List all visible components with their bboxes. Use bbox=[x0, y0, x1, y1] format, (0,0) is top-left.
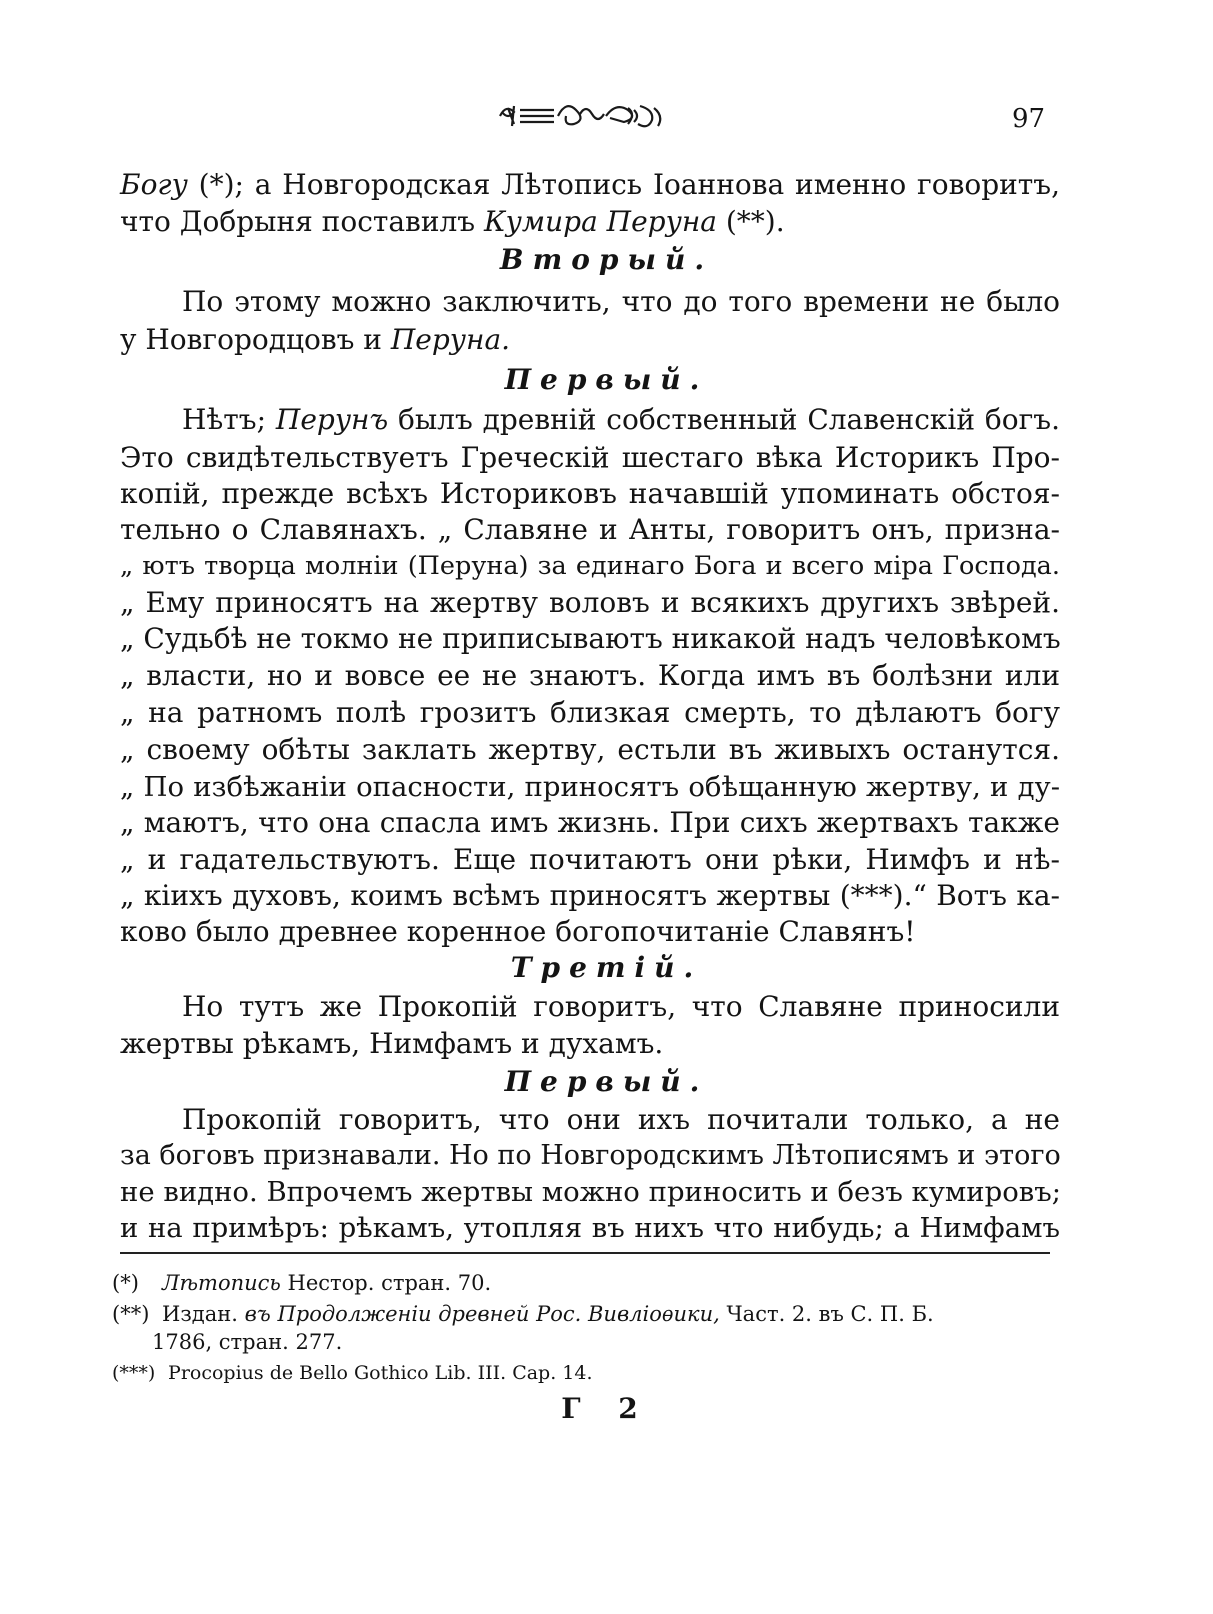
footnote-marker: (*) bbox=[112, 1271, 139, 1295]
text-line: тельно о Славянахъ. „ Славяне и Анты, говоритъ онъ, призна- bbox=[120, 513, 1060, 546]
footnote-item bbox=[112, 1299, 1062, 1329]
text-line bbox=[120, 202, 1060, 242]
text-line: копій, прежде всѣхъ Историковъ начавшій упоминать обстоя- bbox=[120, 477, 1060, 510]
text-fragment: Нестор. стран. 70. bbox=[280, 1271, 492, 1295]
text-fragment: что Добрыня поставилъ bbox=[120, 205, 484, 238]
text-line: „ на ратномъ полѣ грозитъ близкая смерть, то дѣлаютъ богу bbox=[120, 696, 1060, 729]
text-fragment: въ Продолженіи древней Рос. Вивліоѳики, bbox=[244, 1302, 720, 1326]
text-fragment: Издан. bbox=[162, 1302, 245, 1326]
speaker-heading: Вторый. bbox=[499, 243, 714, 276]
footnote-item bbox=[112, 1268, 1062, 1298]
footnote-divider bbox=[120, 1252, 1050, 1254]
speaker-heading: Третій. bbox=[510, 951, 703, 984]
text-line bbox=[182, 400, 1060, 440]
text-line: „ своему обѣты заклать жертву, естьли въ живыхъ останутся. bbox=[120, 733, 1060, 766]
text-line: Но тутъ же Прокопій говоритъ, что Славяне приносили bbox=[182, 990, 1060, 1023]
speaker-heading: Первый. bbox=[504, 363, 709, 396]
text-line: за боговъ признавали. Но по Новгородскимъ Лѣтописямъ и этого bbox=[120, 1140, 1061, 1171]
page-number: 97 bbox=[1012, 104, 1046, 134]
text-line: „ и гадательствуютъ. Еще почитаютъ они рѣки, Нимфъ и нѣ- bbox=[120, 843, 1060, 876]
text-fragment: былъ древній собственный Славенскій богъ. bbox=[388, 403, 1060, 436]
text-line: „ кіихъ духовъ, коимъ всѣмъ приносятъ жертвы (***).“ Вотъ ка- bbox=[120, 879, 1060, 912]
text-fragment: (**). bbox=[716, 205, 785, 238]
text-line bbox=[120, 165, 1060, 205]
footnote-item bbox=[112, 1358, 1062, 1388]
text-fragment: Нѣтъ; bbox=[182, 403, 276, 436]
text-line: жертвы рѣкамъ, Нимфамъ и духамъ. bbox=[120, 1027, 664, 1060]
text-line: „ ютъ творца молніи (Перуна) за единаго Бога и всего міра Господа. bbox=[120, 551, 1060, 581]
text-line: „ Ему приносятъ на жертву воловъ и всякихъ другихъ звѣрей. bbox=[120, 586, 1060, 619]
text-fragment: у Новгородцовъ и bbox=[120, 323, 391, 356]
page-header bbox=[0, 96, 1213, 140]
text-line: По этому можно заключить, что до того времени не было bbox=[182, 285, 1060, 318]
text-line: и на примѣръ: рѣкамъ, утопляя въ нихъ что нибудь; а Нимфамъ bbox=[120, 1212, 1060, 1244]
text-line: не видно. Впрочемъ жертвы можно приносить и безъ кумировъ; bbox=[120, 1176, 1062, 1208]
footnote-marker: (***) bbox=[112, 1362, 156, 1384]
text-fragment: Procopius de Bello Gothico Lib. III. Cap. 14. bbox=[162, 1362, 593, 1384]
speaker-heading: Первый. bbox=[504, 1065, 709, 1098]
text-line: Это свидѣтельствуетъ Греческій шестаго вѣка Историкъ Про- bbox=[120, 441, 1060, 474]
text-fragment: (*); а Новгородская Лѣтопись Іоаннова именно говоритъ, bbox=[187, 168, 1060, 201]
text-line: „ Судьбѣ не токмо не приписываютъ никакой надъ человѣкомъ bbox=[120, 622, 1061, 655]
ornament-icon bbox=[494, 96, 672, 136]
text-fragment: Перуна. bbox=[390, 323, 511, 356]
text-fragment: Част. 2. въ С. П. Б. bbox=[719, 1302, 934, 1326]
text-fragment: Перунъ bbox=[275, 403, 389, 436]
text-fragment: Кумира Перуна bbox=[484, 205, 717, 238]
text-line: Прокопій говоритъ, что они ихъ почитали только, а не bbox=[182, 1103, 1060, 1136]
signature-mark: Г 2 bbox=[561, 1392, 652, 1425]
text-fragment: Богу bbox=[120, 168, 188, 201]
footnote-marker: (**) bbox=[112, 1302, 150, 1326]
text-line: „ маютъ, что она спасла имъ жизнь. При сихъ жертвахъ также bbox=[120, 806, 1060, 839]
text-fragment: Лѣтопись bbox=[162, 1271, 281, 1295]
text-line bbox=[120, 320, 1060, 360]
text-line: „ власти, но и вовсе ее не знаютъ. Когда имъ въ болѣзни или bbox=[120, 659, 1060, 692]
footnote-continuation: 1786, стран. 277. bbox=[152, 1330, 343, 1354]
text-line: ково было древнее коренное богопочитаніе Славянъ! bbox=[120, 915, 916, 948]
text-line: „ По избѣжаніи опасности, приносятъ обѣщанную жертву, и ду- bbox=[120, 771, 1060, 803]
